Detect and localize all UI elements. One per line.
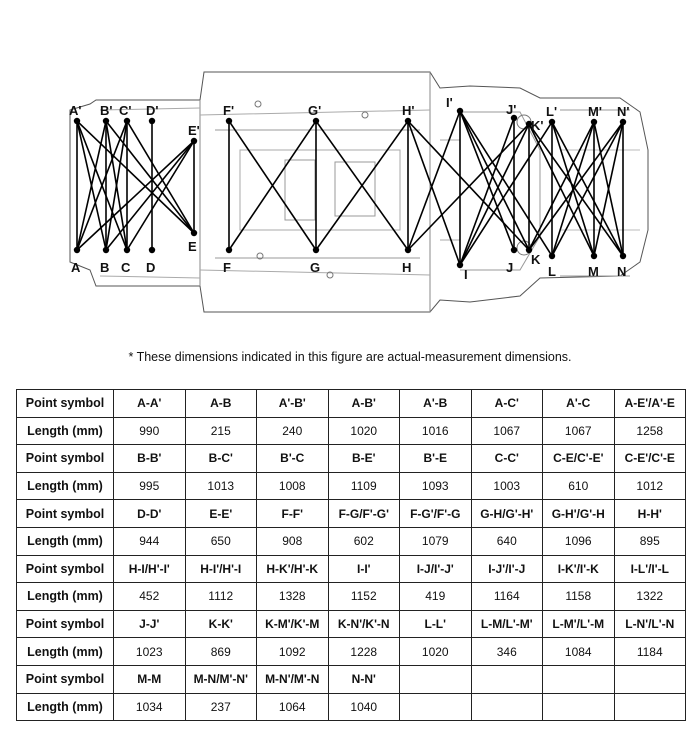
point-symbol-cell: M-N/M'-N' [185,665,257,693]
point-l-prime [549,119,555,125]
length-row [17,527,686,555]
length-cell: 1040 [328,693,400,721]
point-label-a-prime: A' [69,103,82,118]
point-symbol-cell: F-F' [257,500,329,528]
point-b [103,247,109,253]
point-symbol-cell: N-N' [328,665,400,693]
length-cell: 650 [185,527,257,555]
point-a [74,247,80,253]
length-cell: 1184 [614,638,686,666]
point-symbol-cell: A-A' [114,390,186,418]
point-symbol-cell: H-I/H'-I' [114,555,186,583]
length-cell: 995 [114,472,186,500]
length-cell: 1109 [328,472,400,500]
point-b-prime [103,118,109,124]
point-label-c: C [121,260,131,275]
point-symbol-cell: G-H/G'-H' [471,500,543,528]
length-cell: 346 [471,638,543,666]
length-cell: 895 [614,527,686,555]
length-row [17,583,686,611]
length-cell: 1093 [400,472,472,500]
point-label-m: M [588,264,599,279]
symbol-row [17,500,686,528]
length-cell: 1152 [328,583,400,611]
point-n [620,253,626,259]
point-symbol-cell [400,665,472,693]
length-cell: 240 [257,417,329,445]
point-symbol-cell: C-E'/C'-E [614,445,686,473]
point-n-prime [620,119,626,125]
point-symbol-cell: F-G/F'-G' [328,500,400,528]
point-label-m-prime: M' [588,104,602,119]
symbol-row [17,445,686,473]
point-symbol-header: Point symbol [17,665,114,693]
length-cell [543,693,615,721]
point-symbol-cell: L-L' [400,610,472,638]
point-label-n-prime: N' [617,104,630,119]
length-cell [471,693,543,721]
point-symbol-header: Point symbol [17,555,114,583]
point-m [591,253,597,259]
line-c-e-prime [127,141,194,250]
point-label-h: H [402,260,412,275]
point-label-d: D [146,260,156,275]
point-g-prime [313,118,319,124]
length-cell: 1322 [614,583,686,611]
length-cell: 1084 [543,638,615,666]
length-row [17,417,686,445]
length-row [17,638,686,666]
point-symbol-cell [543,665,615,693]
point-symbol-cell: L-M'/L'-M [543,610,615,638]
point-symbol-cell: M-M [114,665,186,693]
point-label-h-prime: H' [402,103,415,118]
point-symbol-cell: I-J'/I'-J [471,555,543,583]
length-cell: 452 [114,583,186,611]
point-a-prime [74,118,80,124]
point-symbol-header: Point symbol [17,390,114,418]
length-row [17,472,686,500]
length-cell: 1064 [257,693,329,721]
point-label-k-prime: K' [531,118,544,133]
length-cell: 1034 [114,693,186,721]
length-cell: 1228 [328,638,400,666]
line-a-prime-e [77,121,194,233]
length-header: Length (mm) [17,583,114,611]
point-label-a: A [71,260,81,275]
symbol-row [17,390,686,418]
point-symbol-cell: L-N'/L'-N [614,610,686,638]
point-c [124,247,130,253]
point-symbol-header: Point symbol [17,610,114,638]
point-label-b: B [100,260,110,275]
point-h [405,247,411,253]
point-symbol-cell: C-E/C'-E' [543,445,615,473]
underbody-svg [0,0,700,330]
length-cell: 1079 [400,527,472,555]
length-cell: 1013 [185,472,257,500]
point-label-e: E [188,239,197,254]
length-cell: 1020 [400,638,472,666]
length-cell: 1003 [471,472,543,500]
point-label-l: L [548,264,556,279]
measurement-lines [77,111,623,265]
line-b-e-prime [106,141,194,250]
point-g [313,247,319,253]
length-cell: 1096 [543,527,615,555]
length-cell: 1008 [257,472,329,500]
point-symbol-cell: I-L'/I'-L [614,555,686,583]
point-symbol-cell [471,665,543,693]
point-symbol-cell: B-E' [328,445,400,473]
point-symbol-cell: D-D' [114,500,186,528]
length-cell: 1067 [543,417,615,445]
length-cell: 610 [543,472,615,500]
length-cell: 1328 [257,583,329,611]
point-symbol-cell: A-C' [471,390,543,418]
length-cell: 1012 [614,472,686,500]
point-label-j: J [506,260,514,275]
line-i-prime-j [460,111,514,250]
point-d-prime [149,118,155,124]
point-label-d-prime: D' [146,103,159,118]
point-label-i-prime: I' [446,95,453,110]
length-cell: 1112 [185,583,257,611]
length-cell: 908 [257,527,329,555]
point-symbol-header: Point symbol [17,500,114,528]
symbol-row [17,610,686,638]
point-symbol-cell: B'-C [257,445,329,473]
point-i [457,262,463,268]
point-symbol-cell: K-M'/K'-M [257,610,329,638]
point-symbol-cell: B-C' [185,445,257,473]
point-symbol-cell: B'-E [400,445,472,473]
length-cell: 1258 [614,417,686,445]
length-cell: 990 [114,417,186,445]
length-header: Length (mm) [17,472,114,500]
line-c-prime-e [127,121,194,233]
length-cell: 1067 [471,417,543,445]
point-label-f-prime: F' [223,103,235,118]
point-symbol-cell: A'-B' [257,390,329,418]
point-symbol-cell: A-E'/A'-E [614,390,686,418]
point-symbol-cell: C-C' [471,445,543,473]
point-label-g-prime: G' [308,103,322,118]
length-cell: 1158 [543,583,615,611]
point-label-i: I [464,267,468,282]
line-h-i-prime [408,111,460,250]
point-label-l-prime: L' [546,104,558,119]
point-label-j-prime: J' [506,102,517,117]
length-header: Length (mm) [17,638,114,666]
symbol-row [17,555,686,583]
point-symbol-cell: H-K'/H'-K [257,555,329,583]
point-symbol-cell: A-B [185,390,257,418]
length-cell: 869 [185,638,257,666]
point-label-n: N [617,264,627,279]
point-symbol-cell: K-K' [185,610,257,638]
underbody-diagram [0,0,700,330]
point-symbol-cell: A'-C [543,390,615,418]
dimension-table [16,389,686,721]
length-row [17,693,686,721]
point-symbol-header: Point symbol [17,445,114,473]
point-label-k: K [531,252,541,267]
line-b-prime-e [106,121,194,233]
length-cell: 1164 [471,583,543,611]
point-f-prime [226,118,232,124]
length-cell [400,693,472,721]
symbol-row [17,665,686,693]
point-symbol-cell: G-H'/G'-H [543,500,615,528]
point-e [191,230,197,236]
length-header: Length (mm) [17,417,114,445]
length-cell: 640 [471,527,543,555]
point-symbol-cell: F-G'/F'-G [400,500,472,528]
point-i-prime [457,108,463,114]
point-label-b-prime: B' [100,103,113,118]
point-symbol-cell: I-I' [328,555,400,583]
point-e-prime [191,138,197,144]
length-header: Length (mm) [17,527,114,555]
length-header: Length (mm) [17,693,114,721]
measurement-note: * These dimensions indicated in this figure are actual-measurement dimensions. [128,350,572,364]
point-symbol-cell: H-I'/H'-I [185,555,257,583]
point-j [511,247,517,253]
point-symbol-cell: I-J/I'-J' [400,555,472,583]
point-d [149,247,155,253]
point-symbol-cell: K-N'/K'-N [328,610,400,638]
length-cell: 1016 [400,417,472,445]
point-symbol-cell: B-B' [114,445,186,473]
length-cell: 1020 [328,417,400,445]
line-i-j-prime [460,118,514,265]
point-label-c-prime: C' [119,103,132,118]
point-l [549,253,555,259]
point-m-prime [591,119,597,125]
point-symbol-cell: A'-B [400,390,472,418]
point-symbol-cell: L-M/L'-M' [471,610,543,638]
length-cell: 419 [400,583,472,611]
point-label-g: G [310,260,321,275]
point-symbol-cell: J-J' [114,610,186,638]
point-label-f: F [223,260,231,275]
point-symbol-cell: E-E' [185,500,257,528]
point-symbol-cell [614,665,686,693]
point-label-e-prime: E' [188,123,200,138]
length-cell: 237 [185,693,257,721]
length-cell: 944 [114,527,186,555]
length-cell: 215 [185,417,257,445]
length-cell: 1023 [114,638,186,666]
point-symbol-cell: M-N'/M'-N [257,665,329,693]
line-i-prime-k [460,111,529,250]
line-h-prime-i [408,121,460,265]
point-symbol-cell: A-B' [328,390,400,418]
point-symbol-cell: H-H' [614,500,686,528]
point-f [226,247,232,253]
length-cell: 1092 [257,638,329,666]
point-h-prime [405,118,411,124]
length-cell [614,693,686,721]
point-symbol-cell: I-K'/I'-K [543,555,615,583]
length-cell: 602 [328,527,400,555]
point-c-prime [124,118,130,124]
